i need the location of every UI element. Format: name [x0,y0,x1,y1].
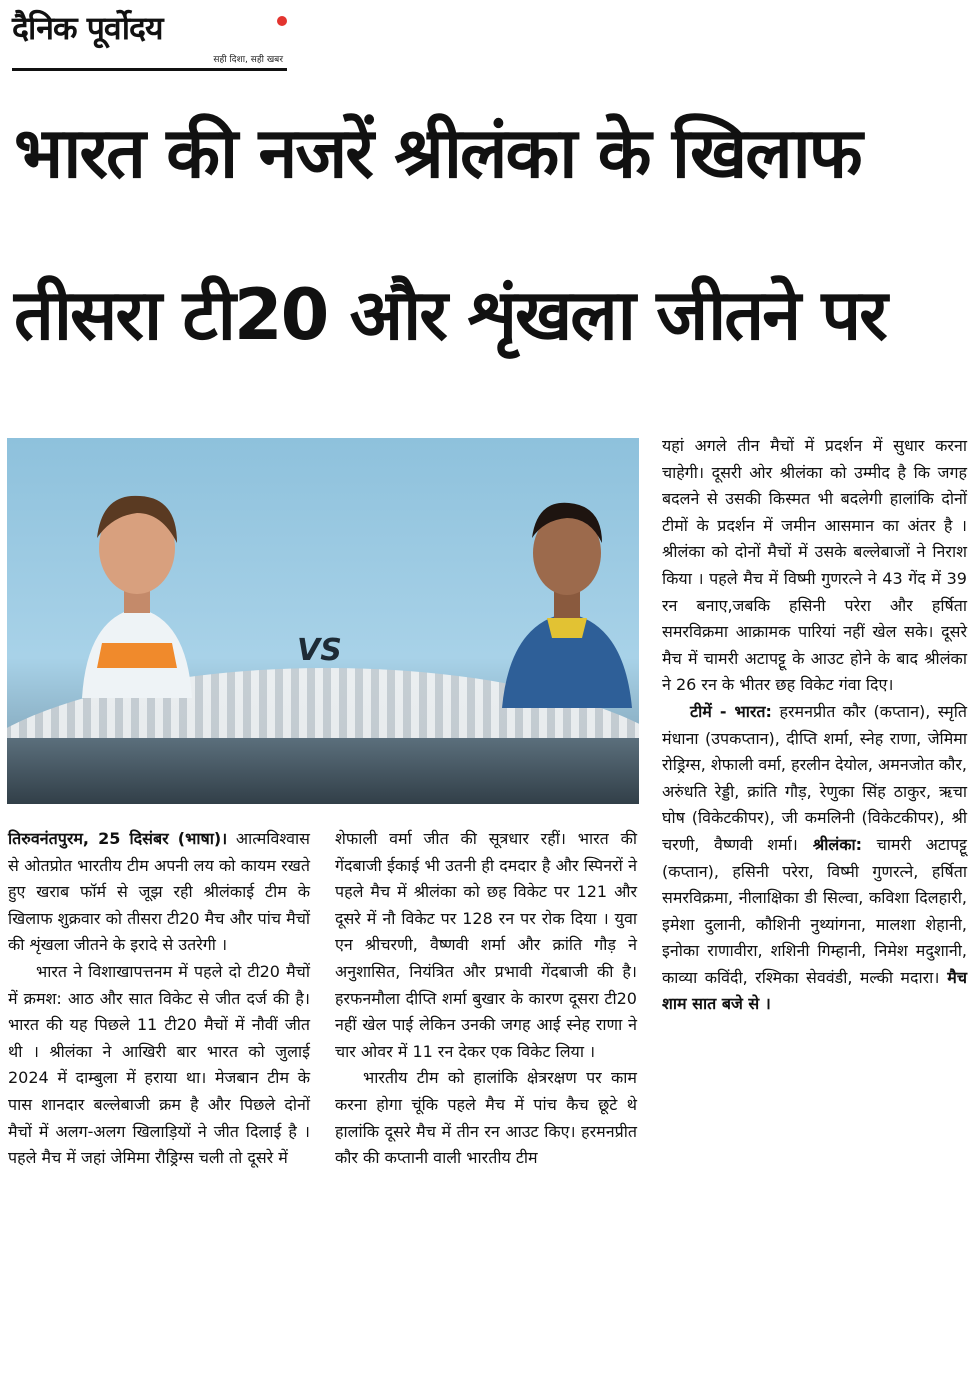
stadium-stands [7,738,639,804]
article-column-2 [335,826,637,1172]
match-time: मैच शाम सात बजे से । [662,967,967,1014]
article-paragraph-4: भारतीय टीम को हालांकि क्षेत्ररक्षण पर काम करना होगा चूंकि पहले मैच में पांच कैच छूटे थे हालांकि दूसरे मैच में तीन रन आउट किए। हरमनप्रीत कौर की कप्तानी वाली भारतीय टीम [335,1068,637,1168]
article-paragraph-2: भारत ने विशाखापत्तनम में पहले दो टी20 मैचों में क्रमश: आठ और सात विकेट से जीत दर्ज की है। भारत की यह पिछले 11 टी20 मैचों में नौवीं जीत थी । श्रीलंका ने आखिरी बार भारत को जुलाई 2024 में दाम्बुला में हराया था। मेजबान टीम के पास शानदार बल्लेबाजी क्रम है और पिछले दोनों मैचों में अलग-अलग खिलाड़ियों ने जीत दिलाई है । पहले मैच में जहां जेमिमा रौड्रिग्स चली तो दूसरे में [8,961,310,1168]
masthead [12,6,287,72]
teams-label: टीमें - भारत: [690,701,772,721]
teams-paragraph [662,699,967,1018]
srilanka-squad: चामरी अटापट्टू (कप्तान), हसिनी परेरा, विष्मी गुणरत्ने, हर्षिता समरविक्रमा, नीलाक्षिका डी सिल्वा, कविशा दिलहारी, इमेशा दुलानी, कौशिनी नुथ्यांगना, मालशा शेहानी, इनोका राणावीरा, शशिनी गिम्हानी, निमेश मदुशानी, काव्या कविंदी, रश्मिका सेववंडी, मल्की मदारा। [662,834,967,987]
india-squad: हरमनप्रीत कौर (कप्तान), स्मृति मंधाना (उपकप्तान), दीप्ति शर्मा, स्नेह राणा, जेमिमा रोड्रिग्स, शेफाली वर्मा, हरलीन देयोल, अमनजोत कौर, अरुंधति रेड्डी, क्रांति गौड़, रेणुका सिंह ठाकुर, ऋचा घोष (विकेटकीपर), जी कमलिनी (विकेटकीपर), श्री चरणी, वैष्णवी शर्मा। [662,701,967,854]
masthead-rule [12,68,287,71]
newspaper-tagline: सही दिशा, सही खबर [213,55,283,65]
paragraph-text: आत्मविश्वास से ओतप्रोत भारतीय टीम अपनी लय को कायम रखते हुए खराब फॉर्म से जूझ रही श्रीलंकाई टीम के खिलाफ शुक्रवार को तीसरा टी20 मैच और पांच मैचों की शृंखला जीतने के इरादे से उतरेगी । [8,829,310,955]
srilanka-label: श्रीलंका: [797,834,863,854]
newspaper-name: दैनिक पूर्वोदय [12,9,163,47]
article-paragraph-1 [8,826,310,959]
player-srilanka-image [492,478,639,708]
logo-dot [277,16,287,26]
players-photo [7,438,639,804]
versus-label: VS [297,633,342,668]
article-paragraph-3: शेफाली वर्मा जीत की सूत्रधार रहीं। भारत की गेंदबाजी ईकाई भी उतनी ही दमदार है और स्पिनरों ने पहले मैच में श्रीलंका को छह विकेट पर 121 और दूसरे में नौ विकेट पर 128 रन पर रोक दिया । युवा एन श्रीचरणी, वैष्णवी शर्मा और क्रांति गौड़ ने अनुशासित, नियंत्रित और प्रभावी गेंदबाजी की है। हरफनमौला दीप्ति शर्मा बुखार के कारण दूसरा टी20 नहीं खेल पाई लेकिन उनकी जगह आई स्नेह राणा ने चार ओवर में 11 रन देकर एक विकेट लिया । [335,829,637,1061]
dateline: तिरुवनंतपुरम, 25 दिसंबर (भाषा)। [8,829,228,848]
player-india-image [62,468,212,698]
article-paragraph-5: यहां अगले तीन मैचों में प्रदर्शन में सुधार करना चाहेगी। दूसरी ओर श्रीलंका को उम्मीद है कि जगह बदलने से उसकी किस्मत भी बदलेगी हालांकि दोनों टीमों के प्रदर्शन में जमीन आसमान का अंतर है । श्रीलंका को दोनों मैचों में उसके बल्लेबाजों ने निराश किया । पहले मैच में विष्मी गुणरत्ने ने 43 गेंद में 39 रन बनाए,जबकि हसिनी परेरा और हर्षिता समरविक्रमा आक्रामक पारियां नहीं खेल सके। दूसरे मैच में चामरी अटापट्टू के आउट होने के बाद श्रीलंका ने 26 रन के भीतर छह विकेट गंवा दिए। [662,436,967,695]
headline-line-1: भारत की नजरें श्रीलंका के खिलाफ [14,112,861,194]
article-column-3 [662,433,967,1018]
article-column-1 [8,826,310,1172]
headline-line-2: तीसरा टी20 और शृंखला जीतने पर [14,274,886,356]
